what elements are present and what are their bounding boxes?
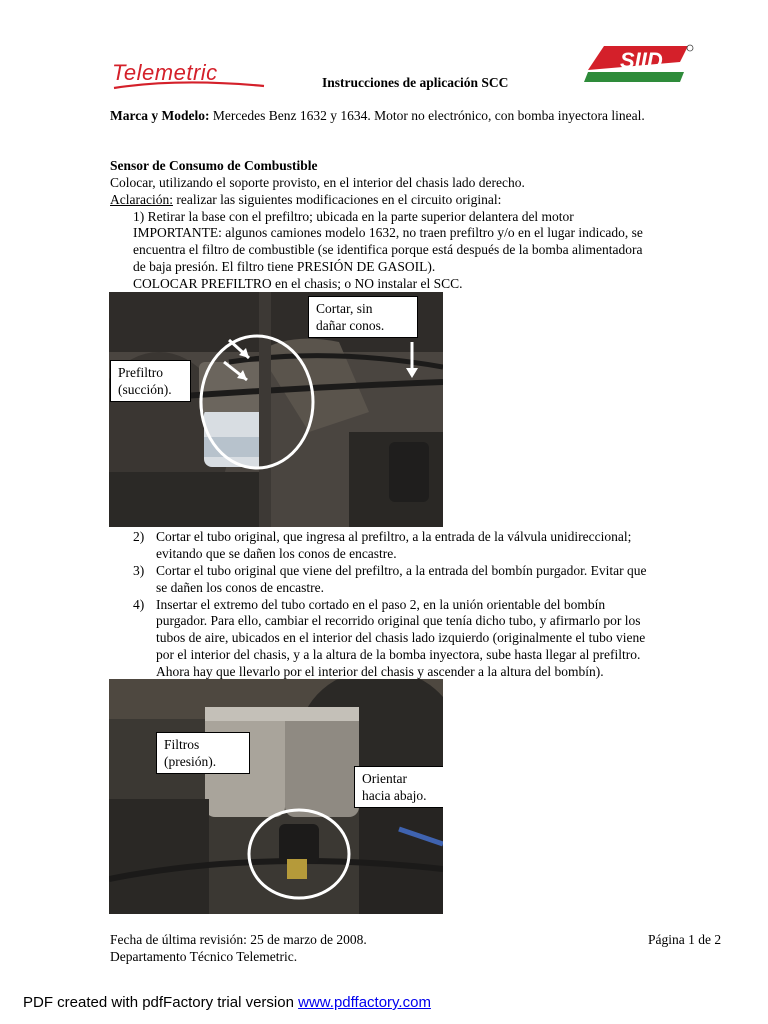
callout-filters-line-2: (presión). xyxy=(164,754,217,769)
section-heading: Sensor de Consumo de Combustible xyxy=(110,158,318,173)
telemetric-logo-text: Telemetric xyxy=(112,60,218,85)
callout-prefilter xyxy=(110,360,191,402)
siid-logo xyxy=(584,40,696,88)
aclaracion-line xyxy=(110,191,501,208)
department: Departamento Técnico Telemetric. xyxy=(110,949,298,964)
engine-photo-filters xyxy=(109,679,443,914)
step-2-line-2: evitando que se dañen los conos de encastre. xyxy=(156,546,397,561)
callout-cut-line-2: dañar conos. xyxy=(316,318,385,333)
step-3-number: 3) xyxy=(133,563,145,578)
step-3-line-2: se dañen los conos de encastre. xyxy=(156,580,324,595)
step-4-line-1: Insertar el extremo del tubo cortado en el paso 2, en la unión orientable del bombín xyxy=(156,597,606,612)
callout-cut xyxy=(308,296,418,338)
callout-orient-line-2: hacia abajo. xyxy=(362,788,427,803)
step-4-line-2: purgador. Para ello, cambiar el recorrido original que tenía dicho tubo, y afirmarlo por los xyxy=(156,613,641,628)
step-4-line-3: tubos de aire, ubicados en el interior del chasis lado izquierdo (originalmente el tubo viene xyxy=(156,630,646,645)
document-title: Instrucciones de aplicación SCC xyxy=(322,75,509,90)
revision-date: Fecha de última revisión: 25 de marzo de 2008. xyxy=(110,932,367,947)
step-4-line-4: por el interior del chasis, y a la altura de la bomba inyectora, sube hasta llegar al prefiltro. xyxy=(156,647,641,662)
engine-photo-prefilter xyxy=(109,292,443,527)
pdf-footer-prefix: PDF created with pdfFactory trial version xyxy=(23,994,299,1011)
pdffactory-link[interactable]: www.pdffactory.com xyxy=(298,994,431,1011)
callout-prefilter-line-1: Prefiltro xyxy=(118,365,163,380)
telemetric-logo xyxy=(108,58,268,94)
siid-logo-text: SIID xyxy=(620,48,663,73)
callout-orient xyxy=(354,766,443,808)
pdf-footer xyxy=(23,994,431,1011)
callout-cut-line-1: Cortar, sin xyxy=(316,301,373,316)
important-line-1: IMPORTANTE: algunos camiones modelo 1632, no traen prefiltro y/o en el lugar indicado, se xyxy=(133,225,643,240)
callout-filters xyxy=(156,732,250,774)
step-4-line-5: Ahora hay que llevarlo por el interior del chasis y ascender a la altura del bombín). xyxy=(156,664,604,679)
callout-filters-line-1: Filtros xyxy=(164,737,200,752)
step-1: 1) Retirar la base con el prefiltro; ubicada en la parte superior delantera del motor xyxy=(133,209,574,224)
important-line-3: de baja presión. El filtro tiene PRESIÓN DE GASOIL). xyxy=(133,259,436,274)
step-3-line-1: Cortar el tubo original que viene del prefiltro, a la entrada del bombín purgador. Evitar que xyxy=(156,563,647,578)
section-line1: Colocar, utilizando el soporte provisto, en el interior del chasis lado derecho. xyxy=(110,175,525,190)
brand-model-label: Marca y Modelo: xyxy=(110,108,210,123)
brand-model-line xyxy=(110,107,645,124)
brand-model-value: Mercedes Benz 1632 y 1634. Motor no electrónico, con bomba inyectora lineal. xyxy=(209,108,645,123)
aclaracion-label: Aclaración: xyxy=(110,192,173,207)
important-line-4: COLOCAR PREFILTRO en el chasis; o NO instalar el SCC. xyxy=(133,276,463,291)
step-4-number: 4) xyxy=(133,597,145,612)
aclaracion-text: realizar las siguientes modificaciones en el circuito original: xyxy=(172,192,502,207)
step-2-line-1: Cortar el tubo original, que ingresa al prefiltro, a la entrada de la válvula unidireccional; xyxy=(156,529,632,544)
step-2-number: 2) xyxy=(133,529,145,544)
important-line-2: encuentra el filtro de combustible (se identifica porque está después de la bomba alimentadora xyxy=(133,242,643,257)
page-number: Página 1 de 2 xyxy=(648,932,722,947)
callout-orient-line-1: Orientar xyxy=(362,771,407,786)
callout-prefilter-line-2: (succión). xyxy=(118,382,172,397)
